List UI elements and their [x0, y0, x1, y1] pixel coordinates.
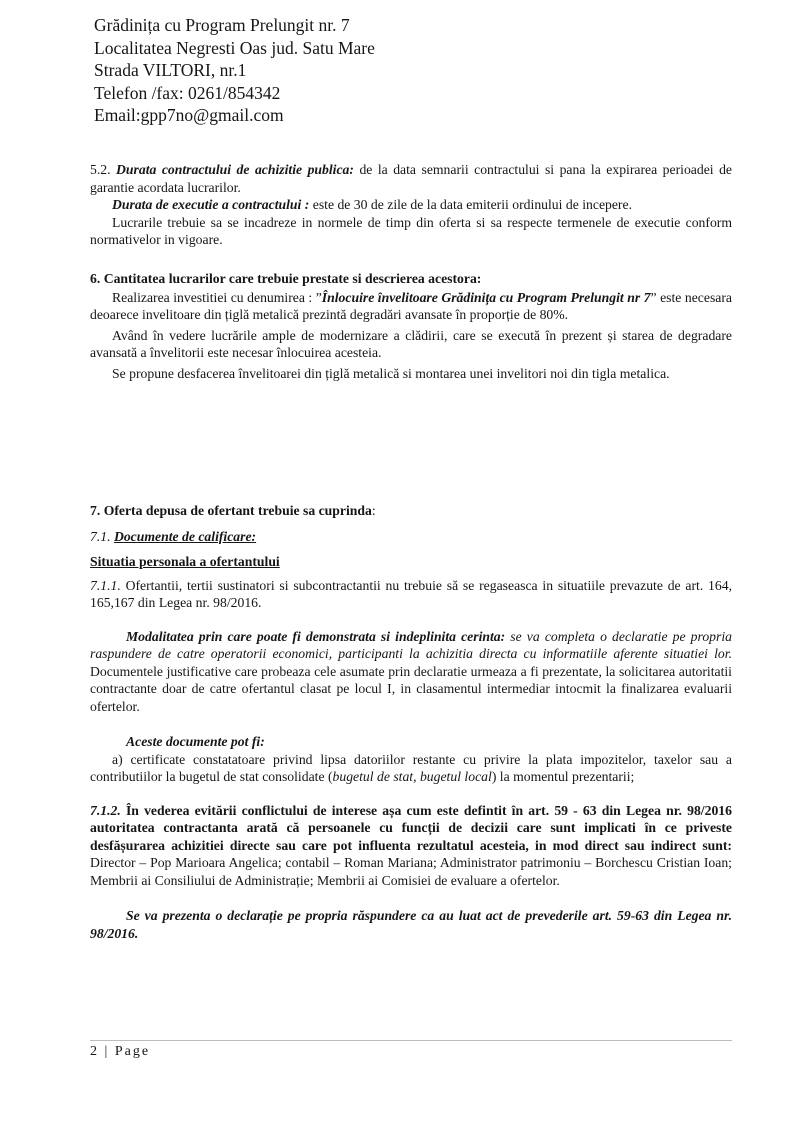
section-6-heading: 6. Cantitatea lucrarilor care trebuie prestate si descrierea acestora: — [90, 271, 482, 286]
institution-locality: Localitatea Negresti Oas jud. Satu Mare — [94, 37, 375, 58]
requirement-paragraph — [90, 628, 732, 716]
section-7-heading-colon: : — [371, 503, 376, 518]
personal-situation-heading: Situatia personala a ofertantului — [90, 554, 280, 569]
section-7-1-number: 7.1. — [90, 528, 114, 544]
section-7-heading-text: 7. Oferta depusa de ofertant trebuie sa cuprinda — [90, 503, 372, 518]
documents-item-a-end: ) la momentul prezentarii; — [491, 769, 635, 784]
section-7-1-2-bold-text: În vederea evitării conflictului de interese așa cum este defintit în art. 59 - 63 din Legea nr. 98/2016 autoritatea contractanta arată că persoanele cu funcții de decizii care sunt implicati în ce priveste desfășurarea achizitiei directe sau care pot influenta rezultatul acesteia, in mod direct sau indirect sunt: — [90, 802, 732, 853]
footer-divider — [90, 1040, 732, 1041]
section-7-1-2-number: 7.1.2. — [90, 802, 121, 818]
section-7-1-title: Documente de calificare: — [113, 528, 257, 544]
section-7-1-1-paragraph — [90, 577, 732, 612]
documents-item-a — [90, 751, 732, 786]
requirement-label: Modalitatea prin care poate fi demonstrata si indeplinita cerinta: — [126, 628, 506, 644]
works-norms-paragraph: Lucrarile trebuie sa se incadreze in normele de timp din oferta si sa respecte termenele de executie conform normativelor in vigoare. — [90, 214, 732, 247]
institution-street: Strada VILTORI, nr.1 — [94, 60, 247, 80]
declaration-paragraph: Se va prezenta o declarație pe propria răspundere ca au luat act de prevederile art. 59-63 din Legea nr. 98/2016. — [90, 908, 732, 941]
page-number: 2 — [90, 1044, 99, 1059]
page-separator: | — [99, 1044, 115, 1059]
documents-item-a-italic: bugetul de stat, bugetul local — [332, 769, 492, 784]
institution-phone: Telefon /fax: 0261/854342 — [94, 82, 281, 103]
contract-duration-text: de la data semnarii contractului si pana la expirarea perioadei de garantie acordata lucrarilor. — [90, 162, 732, 195]
letterhead — [94, 14, 375, 127]
contract-duration-paragraph — [90, 161, 732, 196]
requirement-italic-text: se va completa o declaratie pe propria raspundere de catre operatorii economici, participanti la achizitia directa cu informatiile aferente situatiei lor. — [90, 628, 732, 661]
documents-label: Aceste documente pot fi: — [126, 734, 265, 749]
institution-name: Grădinița cu Program Prelungit nr. 7 — [94, 15, 350, 35]
investment-text: ” este necesara deoarece invelitoare din țiglă metalică prezintă degradări avansate în proporție de 80%. — [90, 289, 732, 322]
modernization-paragraph: Având în vedere lucrările ample de modernizare a clădirii, care se execută în prezent și starea de degradare avansată a învelitorii este necesar înlocuirea acesteia. — [90, 327, 732, 360]
section-7-1-2-paragraph — [90, 802, 732, 890]
page-footer — [90, 1044, 150, 1060]
requirement-text: Documentele justificative care probeaza cele asumate prin declaratie urmeaza a fi prezentate, la solicitarea autoritatii contractante doar de catre ofertantul clasat pe locul I, in clasamentul intermediar intocmit la finalizarea evaluarii ofertelor. — [90, 663, 732, 714]
section-7-1-1-text: Ofertantii, tertii sustinatori si subcontractantii nu trebuie să se regaseasca in situatiile prevazute de art. 164, 165,167 din Legea nr. 98/2016. — [90, 577, 732, 610]
section-7 — [90, 502, 732, 942]
documents-item-a-text: a) certificate constatatoare privind lipsa datoriilor restante cu privire la plata impozitelor, taxelor sau a contributiilor la bugetul de stat consolidate ( — [90, 751, 732, 784]
page-label: Page — [114, 1044, 151, 1059]
section-7-1-2-text: Director – Pop Marioara Angelica; contabil – Roman Mariana; Administrator patrimoniu – Borchescu Cristian Ioan; Membrii ai Consiliului de Administrație; Membrii ai Comisiei de evaluare a ofertelor. — [90, 855, 732, 888]
proposal-paragraph: Se propune desfacerea învelitoarei din țiglă metalică si montarea unei invelitori noi din tigla metalica. — [112, 365, 670, 381]
section-5-2 — [90, 161, 732, 249]
execution-duration-paragraph — [90, 196, 732, 214]
section-7-1-heading — [90, 528, 732, 546]
execution-duration-label: Durata de executie a contractului : — [112, 197, 310, 212]
investment-title: Înlocuire învelitoare Grădinița cu Program Prelungit nr 7 — [321, 289, 651, 305]
contract-duration-label: Durata contractului de achizitie publica: — [116, 162, 354, 177]
investment-paragraph — [90, 289, 732, 324]
section-6 — [90, 270, 732, 382]
institution-email: Email:gpp7no@gmail.com — [94, 105, 284, 125]
section-number: 5.2. — [90, 162, 117, 177]
execution-duration-text: este de 30 de zile de la data emiterii ordinului de incepere. — [309, 197, 632, 212]
investment-intro: Realizarea investitiei cu denumirea : ” — [112, 289, 322, 305]
section-7-heading — [90, 502, 732, 520]
section-7-1-1-number: 7.1.1. — [90, 577, 121, 593]
